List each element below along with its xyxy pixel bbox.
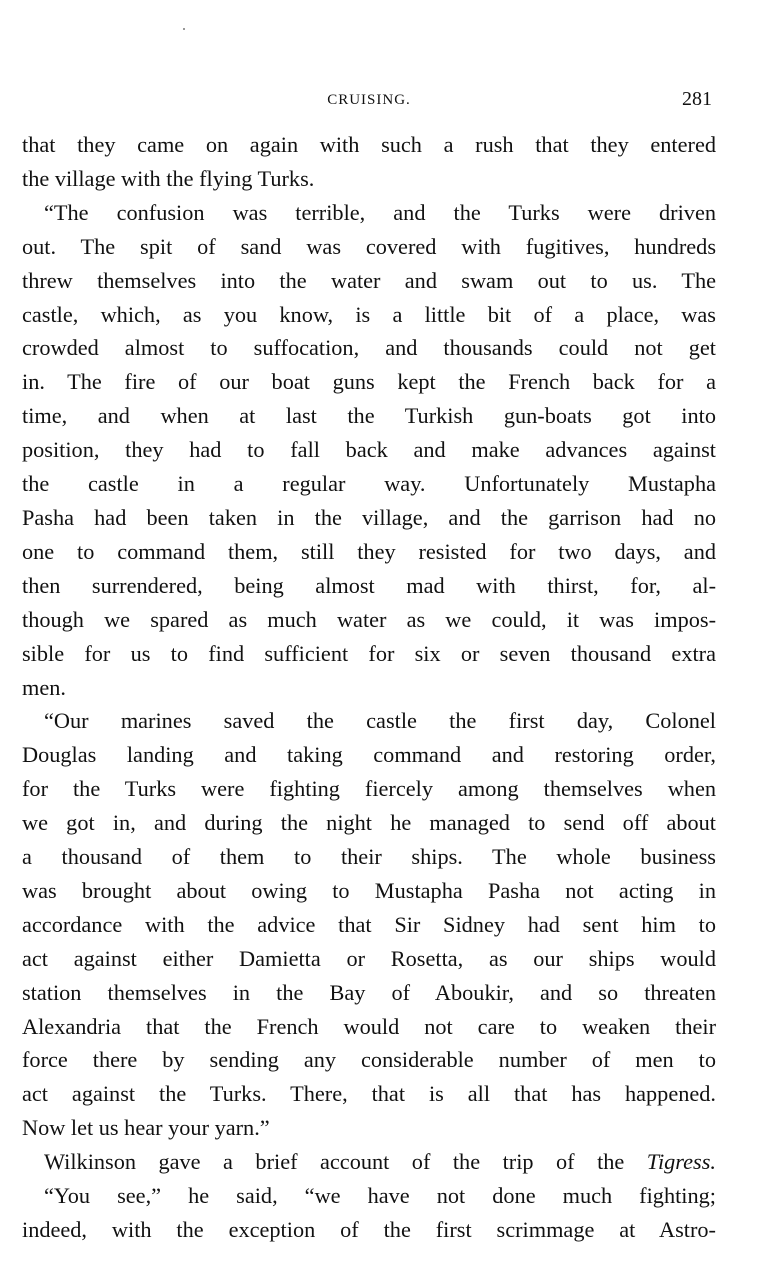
italic-ship-name: Tigress.	[646, 1149, 716, 1175]
text-line: station themselves in the Bay of Aboukir, and so threaten	[22, 979, 716, 1005]
body-text	[22, 128, 716, 1247]
text-line: force there by sending any considerable number of men to	[22, 1047, 716, 1073]
running-title: CRUISING.	[327, 92, 411, 108]
text-line: in. The fire of our boat guns kept the French back for a	[22, 369, 716, 395]
paragraph	[22, 704, 716, 1145]
paragraph	[22, 1179, 716, 1247]
text-line: for the Turks were fighting fiercely among themselves when	[22, 776, 716, 802]
text-line: was brought about owing to Mustapha Pasha not acting in	[22, 877, 716, 903]
text-line: then surrendered, being almost mad with thirst, for, al-	[22, 572, 716, 598]
text-line: one to command them, still they resisted for two days, and	[22, 538, 716, 564]
book-page	[22, 88, 716, 1247]
paragraph	[22, 1145, 716, 1179]
text-line: accordance with the advice that Sir Sidney had sent him to	[22, 911, 716, 937]
text-line: though we spared as much water as we could, it was impos-	[22, 606, 716, 632]
text-line: position, they had to fall back and make advances against	[22, 437, 716, 463]
text-line: the castle in a regular way. Unfortunately Mustapha	[22, 471, 716, 497]
text-line: Alexandria that the French would not care to weaken their	[22, 1013, 716, 1039]
text-line: the village with the flying Turks.	[22, 165, 315, 191]
text-line: crowded almost to suffocation, and thousands could not get	[22, 335, 716, 361]
text-line: “The confusion was terrible, and the Turks were driven	[44, 199, 716, 225]
text-line: “You see,” he said, “we have not done much fighting;	[44, 1183, 716, 1209]
running-head	[22, 88, 716, 114]
text-line: Wilkinson gave a brief account of the trip of the Tigress.	[44, 1149, 716, 1175]
text-line: act against the Turks. There, that is all that has happened.	[22, 1081, 716, 1107]
text-line: act against either Damietta or Rosetta, as our ships would	[22, 945, 716, 971]
text-line: sible for us to find sufficient for six or seven thousand extra	[22, 640, 716, 666]
text-line: indeed, with the exception of the first scrimmage at Astro-	[22, 1217, 716, 1242]
paragraph	[22, 196, 716, 705]
text-line: that they came on again with such a rush that they entered	[22, 132, 716, 157]
text-line: castle, which, as you know, is a little bit of a place, was	[22, 301, 716, 327]
text-line: men.	[22, 674, 66, 700]
text-line: Douglas landing and taking command and restoring order,	[22, 742, 716, 768]
page-number: 281	[682, 88, 712, 110]
text-line: out. The spit of sand was covered with fugitives, hundreds	[22, 233, 716, 259]
text-line: a thousand of them to their ships. The whole business	[22, 844, 716, 870]
text-line: “Our marines saved the castle the first day, Colonel	[44, 708, 716, 734]
text-line: Pasha had been taken in the village, and the garrison had no	[22, 504, 716, 530]
text-line: we got in, and during the night he managed to send off about	[22, 810, 716, 836]
paragraph	[22, 128, 716, 196]
stray-mark	[183, 28, 185, 30]
text-line: time, and when at last the Turkish gun-boats got into	[22, 403, 716, 429]
text-line: Now let us hear your yarn.”	[22, 1115, 270, 1141]
text-line: threw themselves into the water and swam out to us. The	[22, 267, 716, 293]
